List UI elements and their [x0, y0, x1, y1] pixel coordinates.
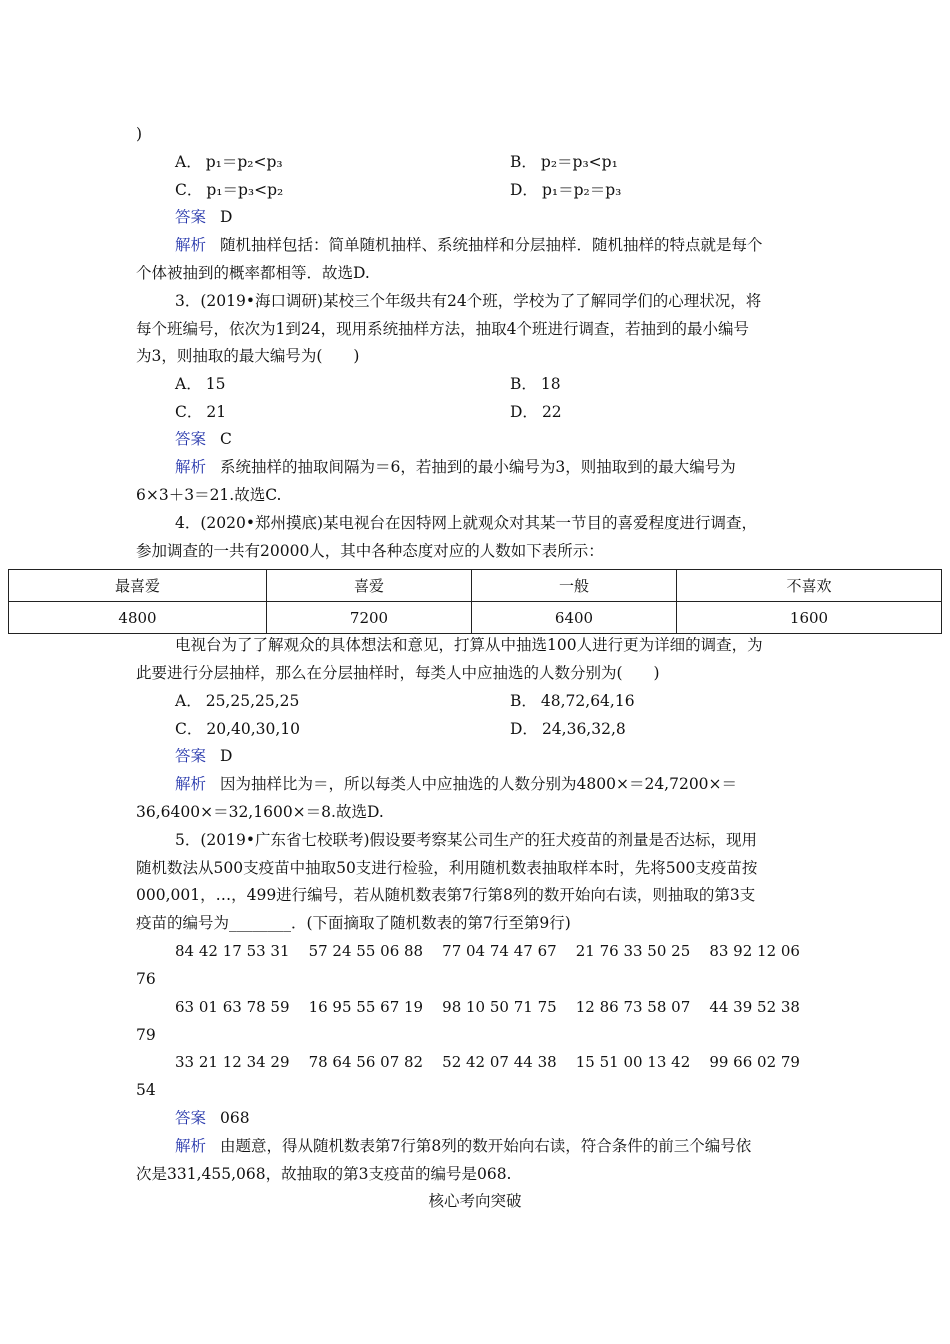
option-b: B． p₂＝p₃<p₁: [510, 153, 618, 171]
analysis-line: 解析 由题意，得从随机数表第7行第8列的数开始向右读，符合条件的前三个编号依: [175, 1137, 752, 1155]
table-header-cell: 不喜欢: [677, 570, 942, 602]
table-cell: 7200: [267, 602, 472, 634]
option-d: D． 22: [510, 403, 562, 421]
answer-line: [175, 429, 232, 449]
answer-label: 答案: [175, 1109, 207, 1127]
option-c: C． 20,40,30,10: [175, 720, 301, 738]
question-paren: ): [136, 125, 143, 143]
option-a: A． 25,25,25,25: [175, 692, 300, 710]
table-header-cell: 最喜爱: [9, 570, 267, 602]
question-3-line-1: 3．(2019•海口调研)某校三个年级共有24个班，学校为了了解同学们的心理状况，将: [175, 292, 762, 310]
option-a: A． p₁＝p₂<p₃: [175, 153, 283, 171]
analysis-label: 解析: [175, 775, 207, 793]
option-c: C． 21: [175, 403, 227, 421]
random-table-row-8-tail: 79: [136, 1026, 156, 1044]
answer-line: [175, 1108, 250, 1128]
question-5-line-3: 000,001，…，499进行编号，若从随机数表第7行第8列的数开始向右读，则抽取的第3支: [136, 886, 756, 904]
answer-label: 答案: [175, 747, 207, 765]
question-3-line-2: 每个班编号，依次为1到24，现用系统抽样方法，抽取4个班进行调查，若抽到的最小编号: [136, 320, 749, 338]
analysis-label: 解析: [175, 458, 207, 476]
question-4-line-1: 4．(2020•郑州摸底)某电视台在因特网上就观众对其某一节目的喜爱程度进行调查，: [175, 514, 758, 532]
option-b: B． 18: [510, 375, 561, 393]
random-table-row-8: 63 01 63 78 59 16 95 55 67 19 98 10 50 71 75 12 86 73 58 07 44 39 52 38: [175, 998, 800, 1016]
question-4-line-4: 此要进行分层抽样，那么在分层抽样时，每类人中应抽选的人数分别为( ): [136, 664, 660, 682]
random-table-row-9-tail: 54: [136, 1081, 156, 1099]
random-table-row-7: 84 42 17 53 31 57 24 55 06 88 77 04 74 47 67 21 76 33 50 25 83 92 12 06: [175, 942, 800, 960]
answer-value: 068: [220, 1109, 250, 1127]
answer-label: 答案: [175, 430, 207, 448]
option-c: C． p₁＝p₃<p₂: [175, 181, 284, 199]
question-5-line-1: 5．(2019•广东省七校联考)假设要考察某公司生产的狂犬疫苗的剂量是否达标，现用: [175, 831, 758, 849]
analysis-line: 解析 系统抽样的抽取间隔为＝6，若抽到的最小编号为3，则抽取到的最大编号为: [175, 458, 736, 476]
analysis-label: 解析: [175, 1137, 207, 1155]
analysis-text: 个体被抽到的概率都相等．故选D.: [136, 264, 370, 282]
analysis-label: 解析: [175, 236, 207, 254]
random-table-row-7-tail: 76: [136, 970, 156, 988]
question-3-line-3: 为3，则抽取的最大编号为( ): [136, 347, 360, 365]
survey-table: [8, 569, 942, 634]
answer-label: 答案: [175, 208, 207, 226]
option-d: D． 24,36,32,8: [510, 720, 626, 738]
table-header-cell: 喜爱: [267, 570, 472, 602]
analysis-text: 36,6400×＝32,1600×＝8.故选D.: [136, 803, 384, 821]
random-table-row-9: 33 21 12 34 29 78 64 56 07 82 52 42 07 44 38 15 51 00 13 42 99 66 02 79: [175, 1053, 800, 1071]
section-title: 核心考向突破: [428, 1192, 522, 1210]
table-row: [9, 602, 942, 634]
answer-line: [175, 746, 232, 766]
option-b: B． 48,72,64,16: [510, 692, 635, 710]
option-d: D． p₁＝p₂＝p₃: [510, 181, 622, 199]
question-5-line-2: 随机数法从500支疫苗中抽取50支进行检验，利用随机数表抽取样本时，先将500支疫苗按: [136, 859, 758, 877]
answer-value: D: [220, 208, 233, 226]
table-cell: 4800: [9, 602, 267, 634]
analysis-line: 解析 因为抽样比为＝，所以每类人中应抽选的人数分别为4800×＝24,7200×＝: [175, 775, 738, 793]
analysis-text: 6×3＋3＝21.故选C.: [136, 486, 282, 504]
answer-value: C: [220, 430, 232, 448]
question-4-line-2: 参加调查的一共有20000人，其中各种态度对应的人数如下表所示：: [136, 542, 604, 560]
table-header-row: [9, 570, 942, 602]
table-cell: 1600: [677, 602, 942, 634]
analysis-text: 次是331,455,068，故抽取的第3支疫苗的编号是068.: [136, 1165, 512, 1183]
answer-value: D: [220, 747, 233, 765]
option-a: A． 15: [175, 375, 226, 393]
table-header-cell: 一般: [472, 570, 677, 602]
question-4-line-3: 电视台为了了解观众的具体想法和意见，打算从中抽选100人进行更为详细的调查，为: [175, 636, 763, 654]
answer-line: [175, 207, 232, 227]
analysis-line: 解析 随机抽样包括：简单随机抽样、系统抽样和分层抽样．随机抽样的特点就是每个: [175, 236, 763, 254]
table-cell: 6400: [472, 602, 677, 634]
question-5-line-4: 疫苗的编号为________．(下面摘取了随机数表的第7行至第9行): [136, 914, 571, 932]
